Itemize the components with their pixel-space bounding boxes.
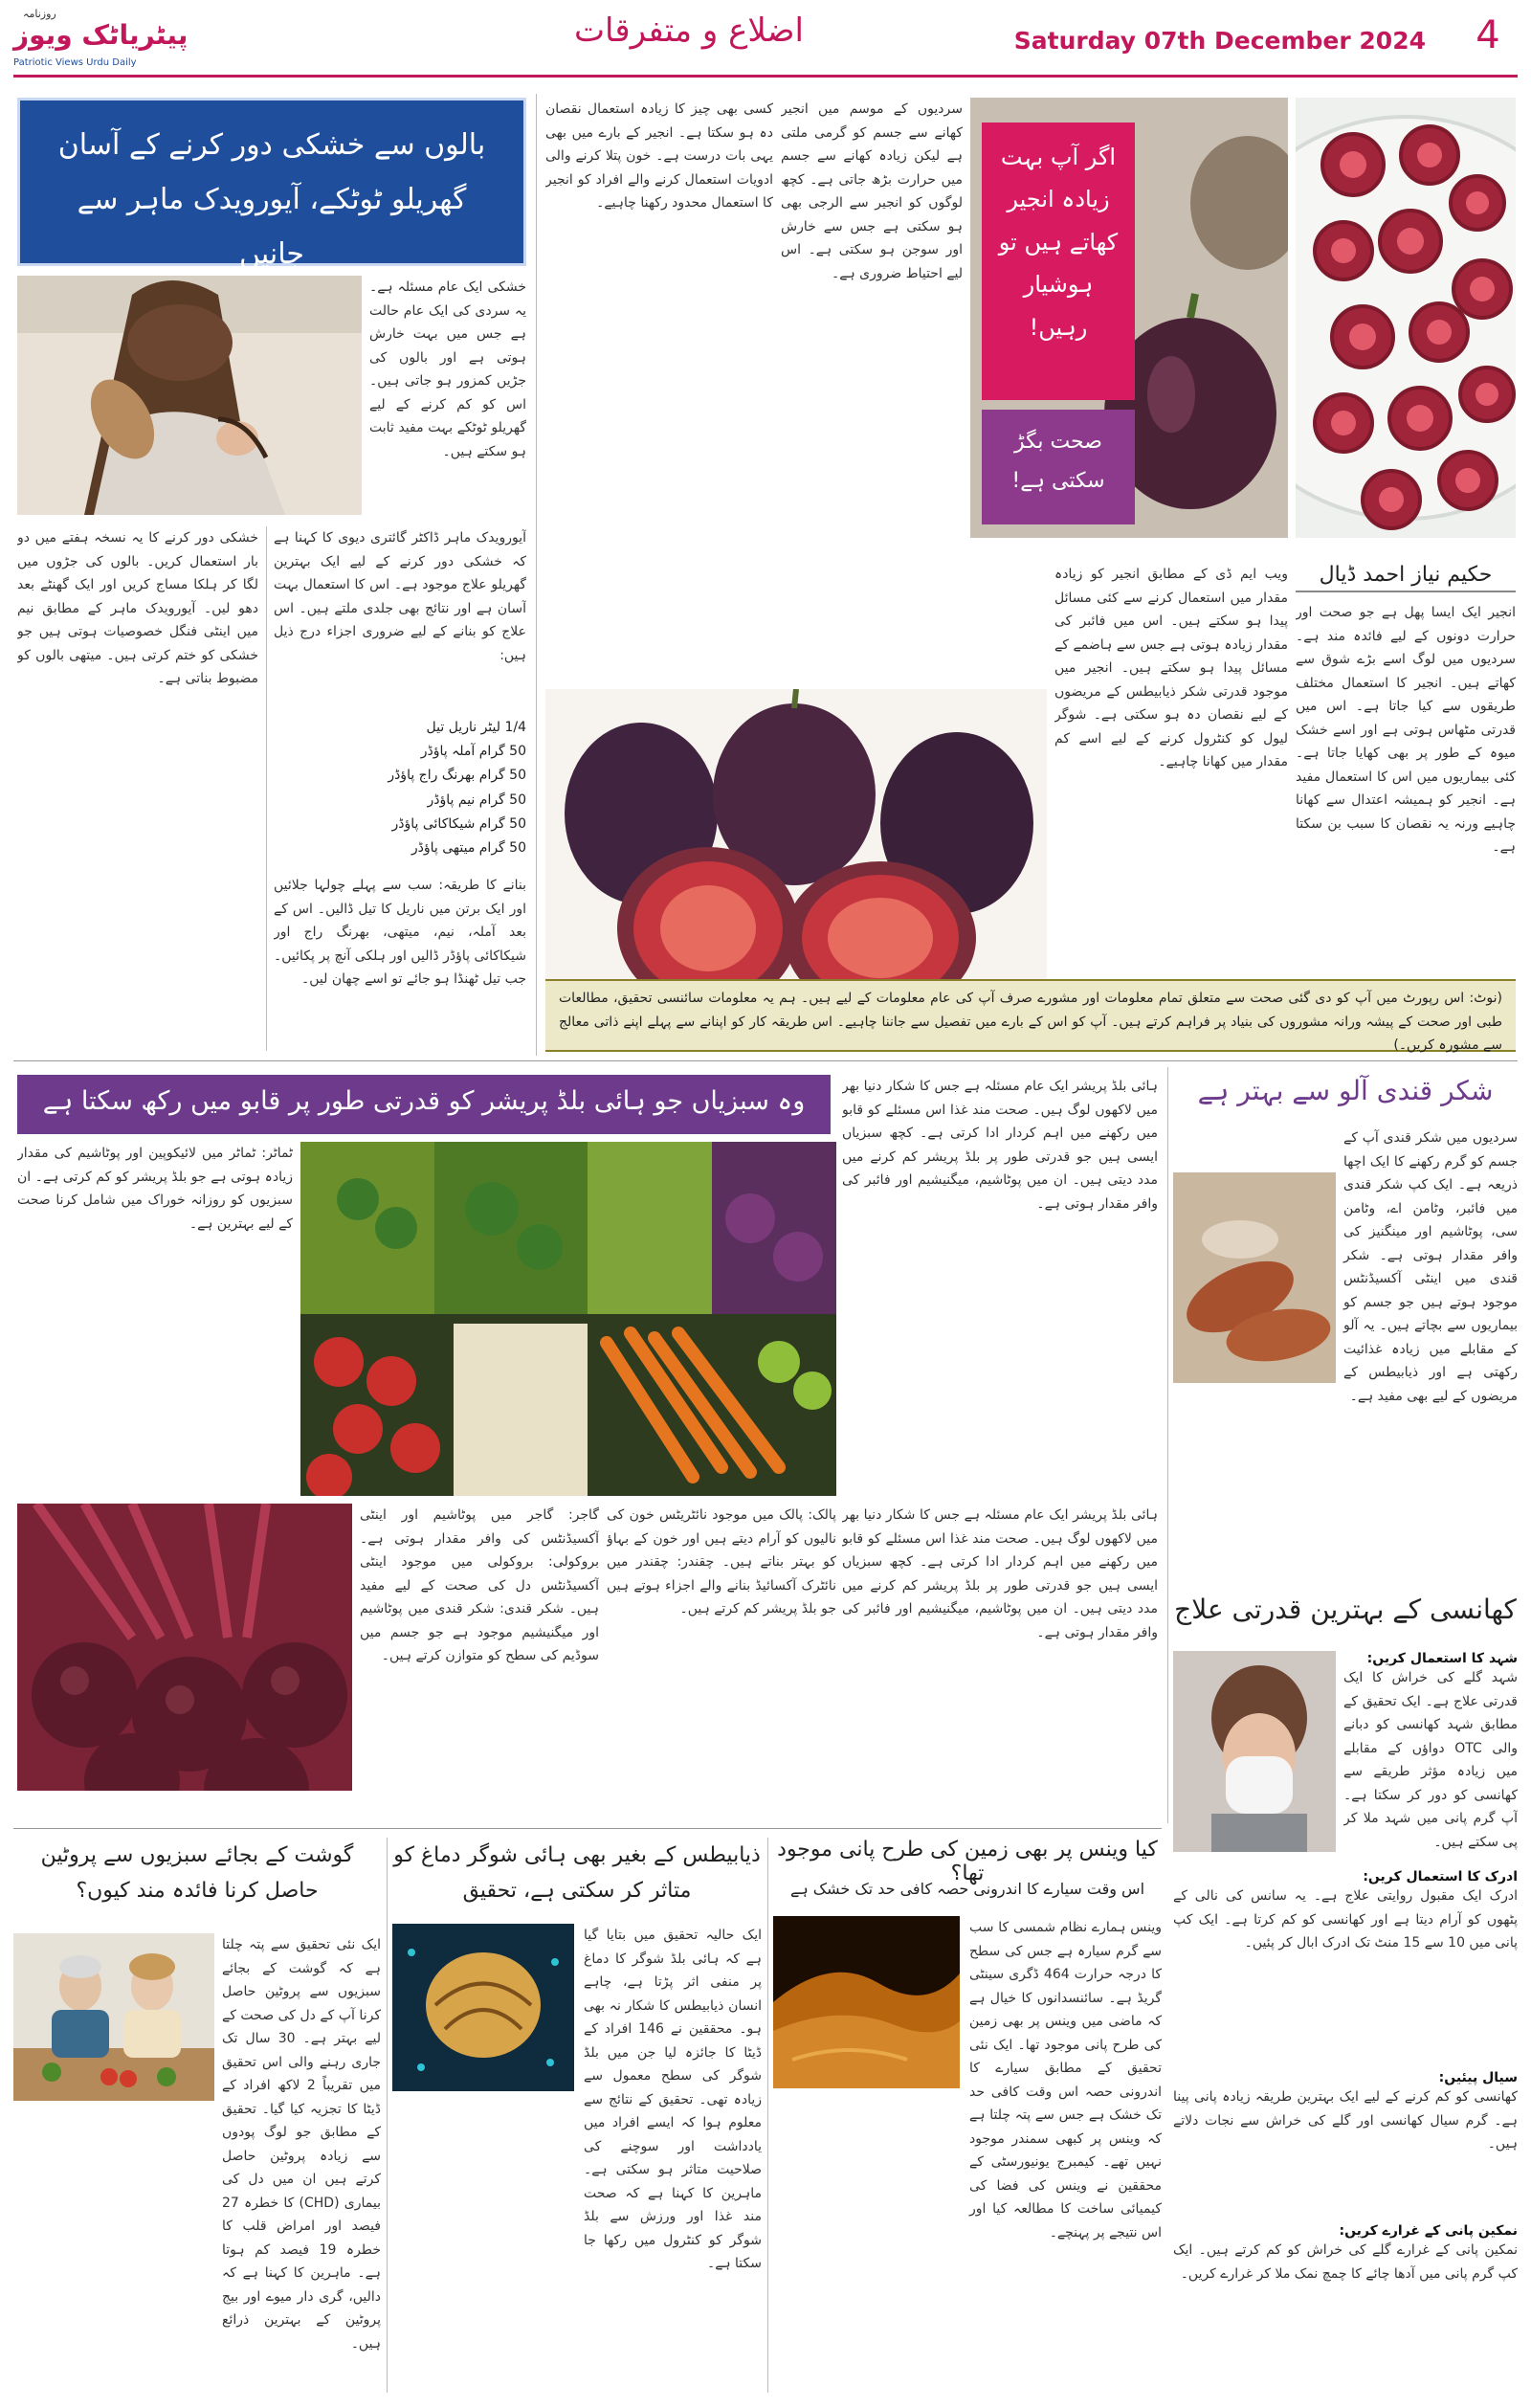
diabetes-title: ذیابیطس کے بغیر بھی ہائی شوگر دماغ کو متاثر کر سکتی ہے، تحقیق [393, 1843, 761, 1904]
fig-photo-plate [1296, 98, 1516, 538]
logo-top-text: روزنامہ [23, 8, 56, 20]
fig-author: حکیم نیاز احمد ڈیال [1296, 563, 1516, 592]
section-divider [13, 1060, 1518, 1061]
diabetes-body: ایک حالیہ تحقیق میں بتایا گیا ہے کہ ہائی بلڈ شوگر کا دماغ پر منفی اثر پڑتا ہے، چاہے انسان ذیابیطس کا شکار نہ بھی ہو۔ محققین نے 146 افراد کے ڈیٹا کا جائزہ لیا جن میں بلڈ شوگر کی سطح معمول سے زیادہ تھی۔ تحقیق کے نتائج سے معلوم ہوا کہ ایسے افراد میں یادداشت اور سوچنے کی صلاحیت متاثر ہو سکتی ہے۔ ماہرین کا کہنا ہے کہ صحت مند غذا اور ورزش سے بلڈ شوگر کو کنٹرول میں رکھا جا سکتا ہے۔ [584, 1928, 762, 2271]
fig-col-right: انجیر ایک ایسا پھل ہے جو صحت اور حرارت دونوں کے لیے فائدہ مند ہے۔ سردیوں میں لوگ اسے بڑے شوق سے کھاتے ہیں۔ انجیر کا استعمال مختلف طریقوں سے کیا جاتا ہے۔ اس میں قدرتی مٹھاس ہوتی ہے اور اسے خشک میوہ کے طور پر بھی کھایا جاتا ہے۔ کئی بیماریوں میں اس کا استعمال مفید ہے۔ انجیر کو ہمیشہ اعتدال سے کھانا چاہیے ورنہ یہ نقصان کا سبب بن سکتا ہے۔ [1296, 605, 1516, 855]
fluid-label: سیال پیئیں: [1438, 2070, 1518, 2085]
ingredient-item: 50 گرام آملہ پاؤڈر [420, 744, 526, 760]
cough-title: کھانسی کے بہترین قدرتی علاج [1174, 1594, 1517, 1625]
hair-method: بنانے کا طریقہ: سب سے پہلے چولہا جلائیں اور ایک برتن میں ناریل کا تیل ڈالیں۔ اس کے بعد آملہ، نیم، میتھی، بھرنگ راج اور شیکاکائی پاؤڈر ڈالیں اور ہلکی آنچ پر پکائیں۔ جب تیل ٹھنڈا ہو جائے تو اسے چھان لیں۔ [274, 878, 526, 987]
section-title: اضلاع و متفرقات [574, 11, 804, 50]
fig-title: اگر آپ بہت زیادہ انجیر کھاتے ہیں تو ہوشیار رہیں! [998, 144, 1119, 341]
venus-title: کیا وینس پر بھی زمین کی طرح پانی موجود تھا؟ [777, 1838, 1158, 1885]
hair-title: بالوں سے خشکی دور کرنے کے آسان گھریلو ٹوٹکے، آیورویدک ماہر سے جانیں [57, 128, 486, 271]
fig-col-mid: سردیوں کے موسم میں انجیر کھانے سے جسم کو گرمی ملتی ہے لیکن زیادہ کھانے سے جسم میں حرارت بڑھ جاتی ہے۔ کچھ لوگوں کو انجیر سے الرجی بھی ہو سکتی ہے جس سے خارش اور سوجن ہو سکتی ہے۔ اس لیے احتیاط ضروری ہے۔ [781, 101, 963, 281]
fluid-body: کھانسی کو کم کرنے کے لیے ایک بہترین طریقہ زیادہ پانی پینا ہے۔ گرم سیال کھانسی اور گلے کی خراش سے نجات دلاتے ہیں۔ [1173, 2089, 1518, 2152]
sweet-potato-body: سردیوں میں شکر قندی آپ کے جسم کو گرم رکھنے کا ایک اچھا ذریعہ ہے۔ ایک کپ شکر قندی میں فائبر، وٹامن اے، وٹامن سی، پوٹاشیم اور مینگنیز کی وافر مقدار ہوتی ہے۔ شکر قندی میں اینٹی آکسیڈنٹس موجود ہوتے ہیں جو جسم کو بیماریوں سے بچاتے ہیں۔ یہ آلو کے مقابلے میں زیادہ غذائیت رکھتی ہے اور ذیابیطس کے مریضوں کے لیے بھی مفید ہے۔ [1343, 1130, 1518, 1404]
fig-article [542, 94, 1520, 1056]
page-number: 4 [1476, 13, 1500, 57]
protein-body: ایک نئی تحقیق سے پتہ چلتا ہے کہ گوشت کے بجائے سبزیوں سے پروٹین حاصل کرنا آپ کے دل کی صحت کے لیے بہتر ہے۔ 30 سال تک جاری رہنے والی اس تحقیق میں تقریباً 2 لاکھ افراد کے ڈیٹا کا تجزیہ کیا گیا۔ تحقیق کے مطابق جو لوگ پودوں سے زیادہ پروٹین حاصل کرتے ہیں ان میں دل کی بیماری (CHD) کا خطرہ 27 فیصد اور امراض قلب کا خطرہ 19 فیصد کم ہوتا ہے۔ ماہرین کا کہنا ہے کہ دالیں، گری دار میوے اور بیج پروٹین کے بہترین ذرائع ہیں۔ [222, 1937, 381, 2352]
fluid-section [1173, 2067, 1518, 2211]
section-divider [536, 94, 537, 1056]
ginger-section [1173, 1866, 1518, 2058]
ingredient-item: 1/4 لیٹر ناریل تیل [426, 720, 526, 735]
protein-article [13, 1838, 381, 2393]
salt-label: نمکین پانی کے غرارے کریں: [1339, 2223, 1518, 2239]
protein-title: گوشت کے بجائے سبزیوں سے پروٹین حاصل کرنا فائدہ مند کیوں؟ [40, 1843, 354, 1904]
vegetables-photo [300, 1142, 836, 1496]
fig-note-box [545, 979, 1516, 1052]
hair-intro: خشکی ایک عام مسئلہ ہے۔ یہ سردی کی ایک عام حالت ہے جس میں بہت خارش ہوتی ہے اور بالوں کی جڑیں کمزور ہو جاتی ہیں۔ اس کو کم کرنے کے لیے گھریلو ٹوٹکے بہت مفید ثابت ہو سکتے ہیں۔ [369, 279, 526, 459]
bp-title: وہ سبزیاں جو ہائی بلڈ پریشر کو قدرتی طور پر قابو میں رکھ سکتا ہے [42, 1086, 806, 1116]
cough-article [1173, 1594, 1518, 2378]
fig-col-2: ویب ایم ڈی کے مطابق انجیر کو زیادہ مقدار میں استعمال کرنے سے کئی مسائل پیدا ہو سکتے ہیں۔ اس میں فائبر کی مقدار زیادہ ہوتی ہے جس سے ہاضمے کے مسائل پیدا ہو سکتے ہیں۔ انجیر میں موجود قدرتی شکر ذیابیطس کے مریضوں کے لیے نقصان دہ ہو سکتی ہے۔ شوگر لیول کو کنٹرول کرنے کے لیے اسے کم مقدار میں کھانا چاہیے۔ [1054, 567, 1288, 769]
hair-body-left: خشکی دور کرنے کا یہ نسخہ ہفتے میں دو بار استعمال کریں۔ بالوں کی جڑوں میں لگا کر ہلکا مساج کریں اور ایک گھنٹے بعد دھو لیں۔ آیورویدک ماہر کے مطابق نیم میں اینٹی فنگل خصوصیات ہوتی ہیں جو خشکی کو ختم کرتی ہیں۔ میتھی بالوں کو مضبوط بناتی ہے۔ [17, 530, 258, 686]
masthead-rule [13, 75, 1518, 78]
hair-body-right: آیورویدک ماہر ڈاکٹر گائتری دیوی کا کہنا ہے کہ خشکی دور کرنے کے لیے ایک بہترین گھریلو علاج موجود ہے۔ اس کا استعمال بہت آسان ہے اور نتائج بھی جلدی ملتے ہیں۔ اس علاج کو بنانے کے لیے ضروری اجزاء درج ذیل ہیں: [274, 530, 526, 663]
bp-article [13, 1067, 1162, 1833]
section-divider [1167, 1067, 1168, 1823]
bp-col-mid: پالک: پالک میں موجود نائٹریٹس خون کی نالیوں کو آرام دیتے ہیں اور خون کے بہاؤ کو بہتر بناتے ہیں۔ چقندر: چقندر میں نائٹرک آکسائیڈ بنانے والے اجزاء ہوتے ہیں جو بلڈ پریشر کم کرتے ہیں۔ [607, 1507, 836, 1616]
bp-col-right: ہائی بلڈ پریشر ایک عام مسئلہ ہے جس کا شکار دنیا بھر میں لاکھوں لوگ ہیں۔ صحت مند غذا اس مسئلے کو قابو میں رکھنے میں اہم کردار ادا کرتی ہے۔ کچھ سبزیاں ایسی ہیں جو قدرتی طور پر بلڈ پریشر کم کرنے میں مدد دیتی ہیں۔ ان میں پوٹاشیم، میگنیشیم اور فائبر کی وافر مقدار ہوتی ہے۔ [842, 1079, 1158, 1212]
bp-col-far-right: ہائی بلڈ پریشر ایک عام مسئلہ ہے جس کا شکار دنیا بھر میں لاکھوں لوگ ہیں۔ صحت مند غذا اس مسئلے کو قابو میں رکھنے میں اہم کردار ادا کرتی ہے۔ کچھ سبزیاں ایسی ہیں جو قدرتی طور پر بلڈ پریشر کم کرنے میں مدد دیتی ہیں۔ ان میں پوٹاشیم، میگنیشیم اور فائبر کی وافر مقدار ہوتی ہے۔ [842, 1507, 1158, 1640]
bp-col-mid-left: گاجر: گاجر میں پوٹاشیم اور اینٹی آکسیڈنٹس کی وافر مقدار ہوتی ہے۔ بروکولی: بروکولی میں موجود اینٹی آکسیڈنٹس دل کی صحت کے لیے مفید ہیں۔ شکر قندی: شکر قندی میں پوٹاشیم اور میگنیشیم موجود ہے جو جسم میں سوڈیم کی سطح کو متوازن کرتے ہیں۔ [360, 1507, 599, 1663]
column-divider [767, 1838, 768, 2393]
cough-photo [1173, 1651, 1336, 1852]
fig-title-box [982, 123, 1135, 400]
venus-article [773, 1838, 1162, 2393]
sweet-potato-title: شکر قندی آلو سے بہتر ہے [1197, 1075, 1494, 1106]
ingredient-item: 50 گرام شیکاکائی پاؤڈر [391, 815, 526, 832]
venus-body: وینس ہمارے نظام شمسی کا سب سے گرم سیارہ ہے جس کی سطح کا درجہ حرارت 464 ڈگری سینٹی گریڈ ہے۔ سائنسدانوں کا خیال ہے کہ ماضی میں وینس پر بھی زمین کی طرح پانی موجود تھا۔ ایک نئی تحقیق کے مطابق سیارے کا اندرونی حصہ اس وقت کافی حد تک خشک ہے جس سے پتہ چلتا ہے کہ وینس پر کبھی سمندر موجود نہیں تھے۔ کیمبرج یونیورسٹی کے محققین نے وینس کی فضا کی کیمیائی ساخت کا مطالعہ کیا اور اس نتیجے پر پہنچے۔ [969, 1920, 1162, 2241]
fig-col-left: کسی بھی چیز کا زیادہ استعمال نقصان دہ ہو سکتا ہے۔ انجیر کے بارے میں بھی یہی بات درست ہے۔ خون پتلا کرنے والی ادویات استعمال کرنے والے افراد کو انجیر کا استعمال محدود رکھنا چاہیے۔ [545, 101, 773, 211]
venus-subtitle: اس وقت سیارے کا اندرونی حصہ کافی حد تک خشک ہے [789, 1880, 1145, 1898]
column-divider [266, 526, 267, 1051]
logo[interactable] [13, 8, 189, 75]
ginger-label: ادرک کا استعمال کریں: [1363, 1869, 1518, 1884]
ingredient-item: 50 گرام نیم پاؤڈر [427, 792, 526, 808]
ingredient-item: 50 گرام بھرنگ راج پاؤڈر [388, 768, 526, 784]
logo-subtext: Patriotic Views Urdu Daily [13, 57, 137, 68]
fig-subtitle-box [982, 410, 1135, 524]
hair-article [13, 94, 530, 1056]
masthead [0, 0, 1531, 88]
issue-date: Saturday 07th December 2024 [1013, 27, 1426, 55]
bp-title-box [17, 1075, 831, 1134]
hair-title-box [17, 98, 526, 271]
logo-text: پیٹریاٹک ویوز [13, 19, 189, 51]
hair-photo [17, 276, 362, 515]
beetroot-photo [17, 1504, 352, 1791]
honey-label: شہد کا استعمال کریں: [1366, 1651, 1518, 1666]
sweet-potato-article [1173, 1067, 1518, 1594]
fig-subtitle: صحت بگڑ سکتی ہے! [1011, 430, 1105, 493]
salt-body: نمکین پانی کے غرارے گلے کی خراش کو کم کرتے ہیں۔ ایک کپ گرم پانی میں آدھا چائے کا چمچ نمک ملا کر غرارے کریں۔ [1173, 2242, 1518, 2282]
ingredient-item: 50 گرام میتھی پاؤڈر [410, 839, 526, 856]
honey-body: شہد گلے کی خراش کا ایک قدرتی علاج ہے۔ ایک تحقیق کے مطابق شہد کھانسی کو دبانے والی OTC دواؤں کے مقابلے میں زیادہ مؤثر طریقے سے کھانسی کو دور کر سکتا ہے۔ آپ گرم پانی میں شہد ملا کر پی سکتے ہیں۔ [1343, 1670, 1518, 1850]
fig-note: (نوٹ: اس رپورٹ میں آپ کو دی گئی صحت سے متعلق تمام معلومات اور مشورے صرف آپ کی عام معلومات کے لیے ہیں۔ ہم یہ معلومات سائنسی تحقیق، مطالعات طبی اور صحت کے پیشہ ورانہ مشوروں کی بنیاد پر فراہم کرتے ہیں۔ آپ کو اس کے بارے میں تفصیل سے جاننا چاہیے۔ اس طریقہ کار کو اپنانے سے پہلے اپنے ذاتی معالج سے مشورہ کریں۔) [559, 991, 1502, 1053]
section-divider [13, 1828, 1162, 1829]
salt-section [1173, 2220, 1518, 2374]
hair-ingredients-list [274, 716, 526, 869]
diabetes-article [392, 1838, 762, 2393]
ginger-body: ادرک ایک مقبول روایتی علاج ہے۔ یہ سانس کی نالی کے پٹھوں کو آرام دیتا ہے اور کھانسی کو کم کرتا ہے۔ ایک کپ پانی میں 10 سے 15 منٹ تک ادرک ابال کر پئیں۔ [1173, 1888, 1518, 1951]
bp-col-left: ٹماٹر: ٹماٹر میں لائیکوپین اور پوٹاشیم کی مقدار زیادہ ہوتی ہے جو بلڈ پریشر کو کم کرتی ہے۔ ان سبزیوں کو روزانہ خوراک میں شامل کرنا صحت کے لیے بہترین ہے۔ [17, 1146, 293, 1232]
column-divider [387, 1838, 388, 2393]
